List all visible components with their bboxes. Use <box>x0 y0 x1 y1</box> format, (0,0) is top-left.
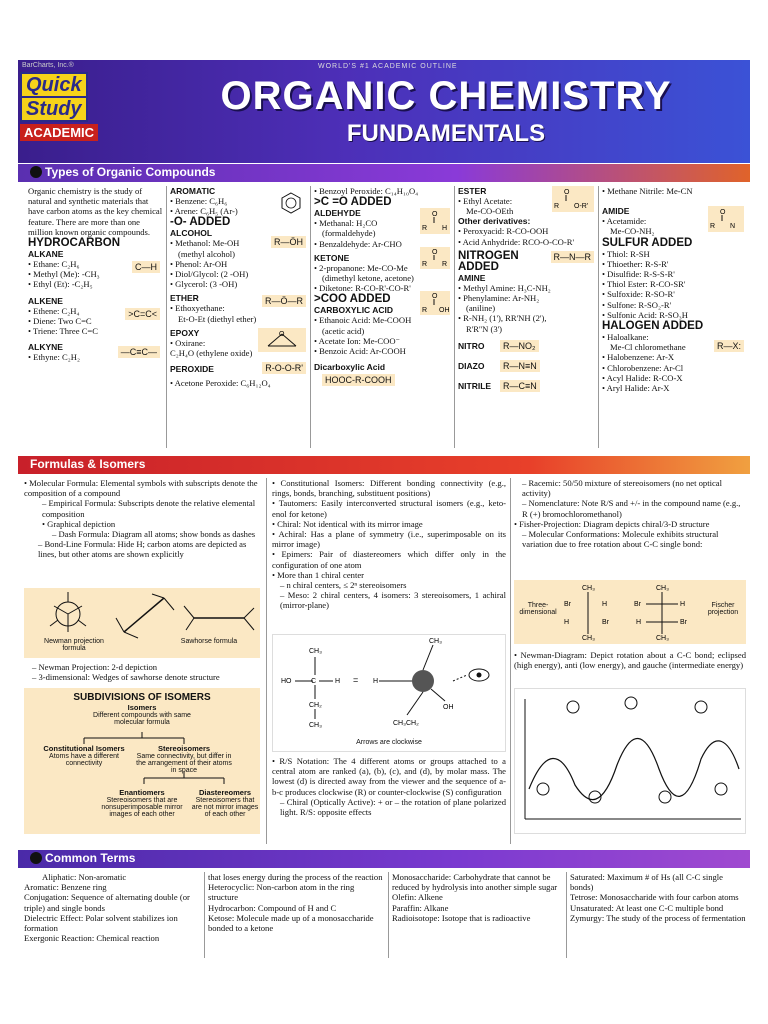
list-item: Olefin: Alkene <box>392 892 443 903</box>
list-item: • Epimers: Pair of diastereomers which differ only in the configuration of one atom <box>272 549 506 570</box>
list-item: – n chiral centers, ≤ 2ⁿ stereoisomers <box>280 580 407 591</box>
list-item: Ketose: Molecule made up of a monosaccharide bonded to a ketone <box>208 912 374 934</box>
divider <box>454 186 455 448</box>
list-item: – Chiral (Optically Active): + or – the rotation of plane polarized light. R/S: opposite effects <box>280 796 506 818</box>
list-item: Conjugation: Sequence of alternating double (or triple) and single bonds <box>24 892 190 913</box>
terms-col-2 <box>208 872 384 933</box>
reference-sheet <box>18 60 750 964</box>
list-item: • Fisher-Projection: Diagram depicts chiral/3-D structure <box>514 518 710 529</box>
svg-text:R: R <box>442 260 448 268</box>
rs-notation-diagram <box>272 634 506 752</box>
formulas-col-3 <box>514 478 746 549</box>
list-item: • Ethyl (Et): -C₂H₅ <box>28 279 93 290</box>
co-added-heading: >C =O ADDED <box>314 196 392 209</box>
list-item: • Phenylamine: Ar-NH₂ <box>458 293 540 304</box>
dicarboxylic-heading: Dicarboxylic Acid <box>314 362 386 373</box>
coo-added-heading: >COO ADDED <box>314 293 391 306</box>
header <box>18 60 750 163</box>
svg-text:CH₃: CH₃ <box>582 635 595 642</box>
list-item: • Glycerol: (3 -OH) <box>170 279 238 290</box>
enantiomers-node: Enantiomers <box>119 788 165 797</box>
svg-text:H: H <box>373 678 379 685</box>
list-item: – Nomenclature: Note R/S and +/- in the compound name (e.g., R (+) bromochloromethanol) <box>522 498 741 519</box>
svg-text:Br: Br <box>602 619 609 626</box>
isomers-node: Isomers <box>127 703 157 712</box>
alcohol-heading: ALCOHOL <box>170 228 213 239</box>
peroxide-structure: R-O-O-R' <box>262 362 306 374</box>
list-item: that loses energy during the process of the reaction <box>208 872 383 882</box>
constitutional-node: Constitutional Isomers <box>43 744 125 753</box>
stereoisomers-definition: Same connectivity, but differ in the arrangement of their atoms in space <box>136 753 232 774</box>
list-item: Aromatic: Benzene ring <box>24 882 107 893</box>
list-item: • Benzoic Acid: Ar-COOH <box>314 346 406 357</box>
list-item: C₂H₄O (ethylene oxide) <box>170 348 253 359</box>
svg-text:CH₃: CH₃ <box>429 638 442 645</box>
isomers-definition: Different compounds with same molecular formula <box>93 712 191 726</box>
svg-text:R: R <box>422 260 428 268</box>
alkene-structure: >C=C< <box>125 308 160 320</box>
list-item: • Methyl (Me): -CH₃ <box>28 269 100 280</box>
alkane-heading: ALKANE <box>28 249 64 260</box>
divider <box>510 478 511 844</box>
list-item: • Ethyl Acetate: <box>458 196 513 206</box>
list-item: • Methanal: H₂CO <box>314 218 378 229</box>
list-item: • Newman-Diagram: Depict rotation about a C-C bond; eclipsed (high energy), anti (low energy), and gauche (intermediate energy) <box>514 650 746 671</box>
alkene-heading: ALKENE <box>28 295 63 306</box>
divider <box>310 186 311 448</box>
svg-text:Br: Br <box>564 601 571 608</box>
list-item: • Chiral: Not identical with its mirror image <box>272 518 423 529</box>
page-subtitle: FUNDAMENTALS <box>346 120 546 147</box>
list-item: Me-Cl chloromethane <box>610 342 686 353</box>
divider <box>598 186 599 448</box>
svg-text:CH₃: CH₃ <box>582 585 595 592</box>
svg-text:H: H <box>680 601 686 608</box>
svg-text:Br: Br <box>680 619 687 626</box>
ketone-structure-icon <box>420 247 450 269</box>
list-item: • More than 1 chiral center <box>272 569 365 580</box>
list-item: • Benzaldehyde: Ar-CHO <box>314 238 402 249</box>
carboxylic-structure-icon <box>420 291 450 315</box>
svg-text:CH₃: CH₃ <box>656 585 669 592</box>
newman-caption: Newman projection formula <box>44 638 104 652</box>
hydrocarbon-heading: HYDROCARBON <box>28 237 120 250</box>
list-item: • Sulfonic Acid: R-SO₃H <box>602 309 688 320</box>
nitrile-structure: R—C≡N <box>500 380 540 392</box>
nitrogen-heading: NITROGEN ADDED <box>458 249 519 273</box>
enantiomers-definition: Stereoisomers that are nonsuperimposable mirror images of each other <box>101 797 183 818</box>
list-item: • Benzoyl Peroxide: C₁₄H₁₀O₄ <box>314 186 419 196</box>
svg-text:N: N <box>730 223 736 231</box>
list-item: – Empirical Formula: Subscripts denote the relative elemental composition <box>42 498 256 519</box>
terms-col-3 <box>392 872 562 923</box>
list-item: Aliphatic: Non-aromatic <box>42 872 127 882</box>
list-item: • Acetamide: <box>602 216 647 227</box>
isomer-tree-title: SUBDIVISIONS OF ISOMERS <box>73 692 211 703</box>
list-item: Paraffin: Alkane <box>392 902 449 913</box>
list-item: • Ethyne: C₂H₂ <box>28 352 80 363</box>
o-added-heading: -O- ADDED <box>170 216 231 229</box>
peroxide-heading: PEROXIDE <box>170 364 214 375</box>
svg-text:CH₃: CH₃ <box>309 722 322 729</box>
svg-text:OH: OH <box>443 704 454 711</box>
section-banner-types: Types of Organic Compounds <box>18 164 750 182</box>
list-item: • Chlorobenzene: Ar-Cl <box>602 362 684 373</box>
list-item: – Dash Formula: Diagram all atoms; show bonds as dashes <box>52 529 256 540</box>
list-item: • Phenol: Ar-OH <box>170 258 228 269</box>
list-item: • Halobenzene: Ar-X <box>602 352 675 363</box>
divider <box>166 186 167 448</box>
divider <box>204 872 205 958</box>
list-item: Saturated: Maximum # of Hs (all C-C single bonds) <box>570 872 723 893</box>
amide-heading: AMIDE <box>602 206 630 217</box>
aldehyde-heading: ALDEHYDE <box>314 208 361 219</box>
svg-text:HO: HO <box>281 678 292 685</box>
list-item: • Disulfide: R-S-S-R' <box>602 269 675 280</box>
list-item: Unsaturated: At least one C-C multiple bond <box>570 902 724 913</box>
newman-energy-diagram <box>514 688 746 834</box>
list-item: Dielectric Effect: Polar solvent stabilizes ion formation <box>24 912 178 934</box>
svg-text:=: = <box>353 675 359 685</box>
svg-text:H: H <box>636 619 642 626</box>
divider <box>566 872 567 958</box>
section-banner-terms: Common Terms <box>18 850 750 868</box>
diastereomers-definition: Stereoisomers that are not mirror images of each other <box>191 797 259 818</box>
formulas-col-3b <box>514 650 746 670</box>
list-item: • R-NH₂ (1'), RR'NH (2'), <box>458 313 547 324</box>
epoxy-structure-icon <box>258 328 306 352</box>
terms-col-1 <box>24 872 202 943</box>
ester-heading: ESTER <box>458 186 487 196</box>
diazo-heading: DIAZO <box>458 360 485 371</box>
nitro-heading: NITRO <box>458 340 485 351</box>
constitutional-definition: Atoms have a different connectivity <box>49 753 119 767</box>
svg-text:O: O <box>720 209 726 217</box>
list-item: • Ethanoic Acid: Me-COOH <box>314 315 412 326</box>
list-item: (formaldehyde) <box>322 228 376 239</box>
svg-text:CH₂: CH₂ <box>309 702 322 709</box>
list-item: • Tautomers: Easily interconverted structural isomers (e.g., keto-enol for ketone) <box>272 498 506 519</box>
svg-text:O: O <box>564 189 570 196</box>
list-item: • Thioether: R-S-R' <box>602 258 669 269</box>
fischer-label: Fischer projection <box>707 602 739 616</box>
list-item: • Benzene: C₆H₆ <box>170 196 228 206</box>
list-item: Me-CO-NH₂ <box>610 226 655 237</box>
list-item: • Ethene: C₂H₄ <box>28 305 80 316</box>
list-item: • 2-propanone: Me-CO-Me <box>314 262 408 273</box>
isomer-tree-diagram <box>24 688 260 834</box>
list-item: • Peroxyacid: R-CO-OOH <box>458 226 549 237</box>
alkyne-structure: —C≡C— <box>118 346 160 358</box>
section-banner-formulas: Formulas & Isomers <box>18 456 750 474</box>
outline-label: WORLD'S #1 ACADEMIC OUTLINE <box>318 63 458 70</box>
page-title: ORGANIC CHEMISTRY <box>220 74 672 118</box>
amine-structure: R—N—R <box>551 251 595 263</box>
list-item: (aniline) <box>466 303 496 314</box>
other-derivatives-heading: Other derivatives: <box>458 216 531 227</box>
svg-text:R: R <box>422 225 428 233</box>
list-item: • Arene: C₆H₅ (Ar-) <box>170 206 238 217</box>
list-item: – Molecular Conformations: Molecule exhibits structural variation due to free rotation about C-C single bond: <box>522 529 719 550</box>
divider <box>388 872 389 958</box>
svg-text:R: R <box>422 307 428 315</box>
amine-heading: AMINE <box>458 272 486 283</box>
types-col-2 <box>170 186 308 388</box>
svg-text:H: H <box>442 225 448 233</box>
formulas-col-2 <box>272 478 506 611</box>
diazo-structure: R—N≡N <box>500 360 540 372</box>
chiral-molecule-icon <box>273 635 505 739</box>
svg-text:R: R <box>554 203 560 210</box>
svg-text:O: O <box>432 248 438 256</box>
list-item: Heterocyclic: Non-carbon atom in the ring structure <box>208 882 355 903</box>
list-item: Radioisotope: Isotope that is radioactive <box>392 912 531 923</box>
types-col-1 <box>28 186 164 362</box>
list-item: Tetrose: Monosaccharide with four carbon atoms <box>570 892 739 903</box>
carboxylic-heading: CARBOXYLIC ACID <box>314 305 394 316</box>
ether-heading: ETHER <box>170 293 199 304</box>
nitro-structure: R—NO₂ <box>500 340 539 352</box>
list-item: – Newman Projection: 2-d depiction <box>32 662 158 672</box>
publisher: BarCharts, Inc.® <box>22 62 74 69</box>
svg-text:Br: Br <box>634 601 641 608</box>
svg-text:H: H <box>602 601 608 608</box>
list-item: • Methanol: Me-OH <box>170 238 240 249</box>
list-item: Et-O-Et (diethyl ether) <box>178 313 257 324</box>
formulas-col-1b <box>24 662 260 682</box>
terms-col-4 <box>570 872 746 923</box>
list-item: • Acetone Peroxide: C₆H₁₂O₄ <box>170 378 271 389</box>
newman-sawhorse-diagram <box>24 588 260 658</box>
svg-text:O: O <box>279 330 285 338</box>
three-dimensional-label: Three-dimensional <box>519 602 557 616</box>
alcohol-structure: R—ÖH <box>271 236 306 248</box>
svg-text:OH: OH <box>439 307 450 315</box>
list-item: • R/S Notation: The 4 different atoms or groups attached to a central atom are ranked (a), (b), (c), and (d), by molar mass. The lowest (d) is directed away from the viewer and the sequence of a-b-c produces clockwise (R) or counter-clockwise (S) configuration <box>272 756 506 797</box>
types-col-4 <box>458 186 596 392</box>
list-item: • Acyl Halide: R-CO-X <box>602 372 683 383</box>
list-item: (acetic acid) <box>322 325 365 336</box>
list-item: • Thiol: R-SH <box>602 248 650 259</box>
list-item: • Triene: Three C=C <box>28 326 99 337</box>
list-item: Hydrocarbon: Compound of H and C <box>208 902 337 913</box>
list-item: • Achiral: Has a plane of symmetry (i.e., superimposable on its mirror image) <box>272 529 506 550</box>
svg-text:O: O <box>432 293 438 301</box>
stereoisomers-node: Stereoisomers <box>157 744 211 753</box>
list-item: • Ethoxyethane: <box>170 303 225 314</box>
list-item: • Acid Anhydride: RCO-O-CO-R' <box>458 236 575 247</box>
intro-text: Organic chemistry is the study of natural and synthetic materials that have carbon atoms as the key chemical feature. There are more than one million known organic compounds. <box>28 186 163 237</box>
ketone-heading: KETONE <box>314 252 350 263</box>
list-item: • Diketone: R-CO-R'-CO-R' <box>314 283 411 294</box>
list-item: (methyl alcohol) <box>178 248 236 259</box>
arrows-caption: Arrows are clockwise <box>356 739 422 746</box>
svg-text:C: C <box>311 678 317 685</box>
list-item: – Racemic: 50/50 mixture of stereoisomers (no net optical activity) <box>522 478 722 499</box>
sawhorse-caption: Sawhorse formula <box>180 638 238 645</box>
list-item: • Thiol Ester: R-CO-SR' <box>602 279 686 290</box>
list-item: R'R''N (3') <box>466 323 503 334</box>
list-item: Zymurgy: The study of the process of fermentation <box>570 912 746 923</box>
svg-text:H: H <box>335 678 341 685</box>
aromatic-heading: AROMATIC <box>170 186 216 196</box>
list-item: • Haloalkane: <box>602 332 649 343</box>
nitrile-heading: NITRILE <box>458 380 492 391</box>
alkane-structure: C—H <box>132 261 160 273</box>
energy-curve-icon <box>515 689 745 833</box>
list-item: • Graphical depiction <box>42 518 116 529</box>
quickstudy-logo: Quick Study ACADEMIC <box>20 72 106 142</box>
list-item: • Acetate Ion: Me-COO⁻ <box>314 335 401 346</box>
list-item: (dimethyl ketone, acetone) <box>322 273 414 284</box>
diastereomers-node: Diastereomers <box>198 788 252 797</box>
sulfur-heading: SULFUR ADDED <box>602 236 693 249</box>
alkyne-heading: ALKYNE <box>28 342 63 353</box>
list-item: • Molecular Formula: Elemental symbols with subscripts denote the composition of a compound <box>24 478 258 499</box>
list-item: • Methane Nitrile: Me-CN <box>602 186 693 196</box>
amide-structure-icon <box>708 206 744 232</box>
list-item: • Sulfone: R-SO₂-R' <box>602 299 672 310</box>
svg-text:CH₃: CH₃ <box>309 648 322 655</box>
list-item: Exergonic Reaction: Chemical reaction <box>24 933 160 944</box>
ether-structure: R—Ö—R <box>262 295 306 307</box>
dicarboxylic-structure: HOOC-R-COOH <box>322 374 395 386</box>
list-item: • Diol/Glycol: (2 -OH) <box>170 269 249 280</box>
list-item: • Constitutional Isomers: Different bonding connectivity (e.g., rings, bonds, branching, substituent positions) <box>272 478 506 499</box>
list-item: • Diene: Two C=C <box>28 315 92 326</box>
list-item: • Aryl Halide: Ar-X <box>602 383 670 394</box>
svg-text:CH₃CH₂: CH₃CH₂ <box>393 720 419 727</box>
list-item: – Meso: 2 chiral centers, 4 isomers: 3 stereoisomers, 1 achiral (mirror-plane) <box>280 590 506 611</box>
list-item: Me-CO-OEth <box>466 206 514 217</box>
formulas-col-1 <box>24 478 260 560</box>
list-item: • Methyl Amine: H₃C-NH₂ <box>458 282 551 293</box>
svg-text:R: R <box>710 223 716 231</box>
fischer-projection-diagram <box>514 580 746 644</box>
svg-text:CH₃: CH₃ <box>656 635 669 642</box>
list-item: – 3-dimensional: Wedges of sawhorse denote structure <box>32 672 220 683</box>
svg-text:O-R': O-R' <box>574 203 589 210</box>
aldehyde-structure-icon <box>420 208 450 234</box>
divider <box>266 478 267 844</box>
svg-text:O: O <box>432 211 438 219</box>
benzene-ring-icon <box>280 192 302 214</box>
list-item: – Bond-Line Formula: Hide H; carbon atoms are depicted as lines, but other atoms are shown explicitly <box>38 539 247 560</box>
epoxy-heading: EPOXY <box>170 327 200 338</box>
bullet-icon <box>30 166 42 178</box>
types-col-5 <box>602 186 746 393</box>
list-item: • Oxirane: <box>170 337 206 348</box>
ester-structure-icon <box>552 186 594 212</box>
halogen-heading: HALOGEN ADDED <box>602 320 704 333</box>
types-col-3 <box>314 186 452 386</box>
fischer-structure-icon <box>562 582 702 642</box>
halogen-structure: R—X: <box>714 340 744 352</box>
formulas-col-2b <box>272 756 506 817</box>
svg-text:H: H <box>564 619 570 626</box>
list-item: • Ethane: C₂H₆ <box>28 259 80 270</box>
list-item: Monosaccharide: Carbohydrate that cannot be reduced by hydrolysis into another simple sugar <box>392 872 558 893</box>
bullet-icon <box>30 852 42 864</box>
list-item: • Sulfoxide: R-SO-R' <box>602 289 675 300</box>
